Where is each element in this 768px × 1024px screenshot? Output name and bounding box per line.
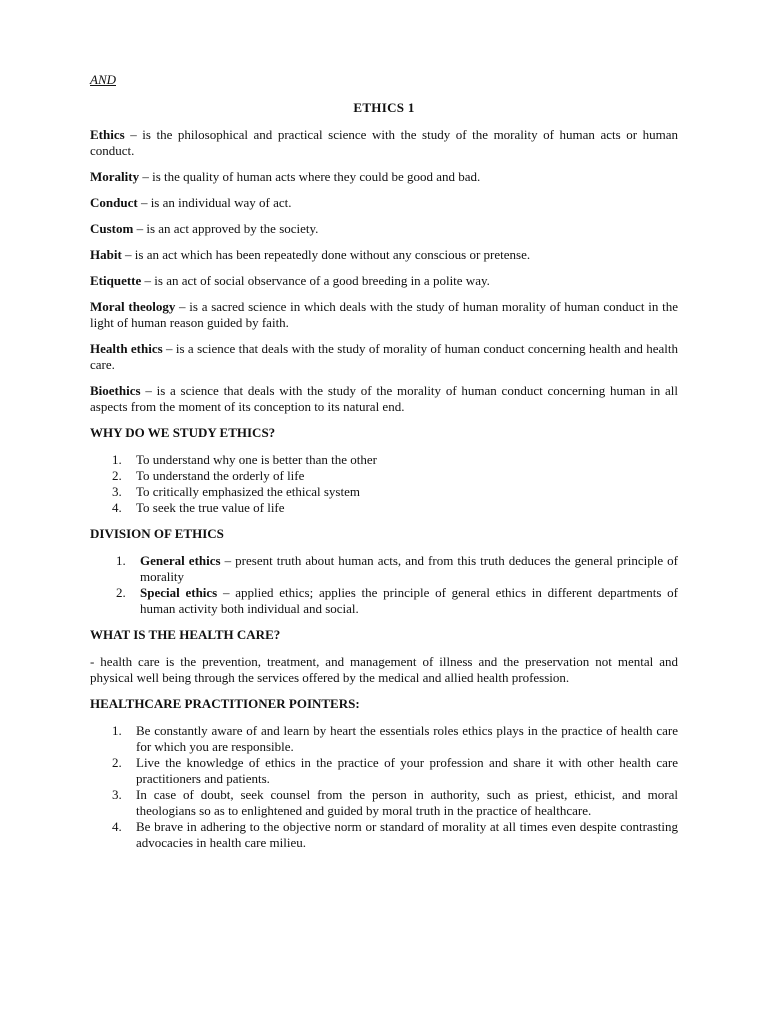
definition-term: Bioethics [90, 383, 141, 398]
definition-moral-theology [90, 299, 678, 331]
list-item [90, 585, 678, 617]
top-mark: AND [90, 72, 116, 87]
definition-text: – is an act which has been repeatedly done without any conscious or pretense. [121, 247, 531, 262]
list-text: To seek the true value of life [136, 500, 285, 515]
definition-habit [90, 247, 678, 263]
list-text: – applied ethics; applies the principle of general ethics in different departments of human activity both individual and social. [140, 585, 678, 616]
why-study-list [90, 452, 678, 516]
definition-text: – is an act of social observance of a good breeding in a polite way. [141, 273, 490, 288]
list-number: 2. [112, 755, 122, 770]
definition-term: Health ethics [90, 341, 163, 356]
list-text: Live the knowledge of ethics in the practice of your profession and share it with other health care practitioners and patients. [136, 755, 678, 786]
definition-term: Etiquette [90, 273, 142, 288]
definition-text: – is an act approved by the society. [133, 221, 319, 236]
health-care-text: - health care is the prevention, treatment, and management of illness and the preservation not mental and physical well being through the services offered by the medical and allied health profession. [90, 654, 678, 685]
list-item [90, 787, 678, 819]
list-item [90, 500, 678, 516]
list-text: Be brave in adhering to the objective norm or standard of morality at all times even despite contrasting advocacies in health care milieu. [136, 819, 678, 850]
definition-term: Ethics [90, 127, 125, 142]
division-term: General ethics [140, 553, 221, 568]
list-number: 1. [116, 553, 126, 568]
list-item [90, 484, 678, 500]
list-number: 2. [116, 585, 126, 600]
definition-text: – is a sacred science in which deals with the study of human morality of human conduct in the light of human reason guided by faith. [90, 299, 678, 330]
definition-term: Habit [90, 247, 122, 262]
definition-text: – is the quality of human acts where they could be good and bad. [139, 169, 481, 184]
list-number: 1. [112, 452, 122, 467]
definition-conduct [90, 195, 678, 211]
definition-term: Custom [90, 221, 134, 236]
definition-text: – is the philosophical and practical science with the study of the morality of human acts or human conduct. [90, 127, 678, 158]
definition-health-ethics [90, 341, 678, 373]
pointers-list [90, 723, 678, 851]
section-heading-division: DIVISION OF ETHICS [90, 526, 224, 541]
list-text: – present truth about human acts, and from this truth deduces the general principle of morality [140, 553, 678, 584]
list-number: 2. [112, 468, 122, 483]
list-text: In case of doubt, seek counsel from the person in authority, such as priest, ethicist, and moral theologians so as to enlightened and guided by moral truth in the practice of healthcare. [136, 787, 678, 818]
division-term: Special ethics [140, 585, 218, 600]
list-item [90, 723, 678, 755]
section-heading-health-care: WHAT IS THE HEALTH CARE? [90, 627, 281, 642]
definition-morality [90, 169, 678, 185]
list-item [90, 819, 678, 851]
list-item [90, 452, 678, 468]
list-number: 4. [112, 500, 122, 515]
definition-term: Morality [90, 169, 140, 184]
list-text: To understand the orderly of life [136, 468, 305, 483]
definition-text: – is a science that deals with the study of the morality of human conduct concerning human in all aspects from the moment of its conception to its natural end. [90, 383, 678, 414]
definition-ethics [90, 127, 678, 159]
list-item [90, 553, 678, 585]
list-number: 4. [112, 819, 122, 834]
page-title: ETHICS 1 [353, 100, 415, 115]
list-number: 3. [112, 787, 122, 802]
list-number: 3. [112, 484, 122, 499]
list-text: Be constantly aware of and learn by heart the essentials roles ethics plays in the practice of health care for which you are responsible. [136, 723, 678, 754]
list-item [90, 468, 678, 484]
definition-text: – is a science that deals with the study of morality of human conduct concerning health and health care. [90, 341, 678, 372]
definition-term: Moral theology [90, 299, 176, 314]
list-number: 1. [112, 723, 122, 738]
division-list [90, 553, 678, 617]
list-item [90, 755, 678, 787]
definition-custom [90, 221, 678, 237]
definition-term: Conduct [90, 195, 138, 210]
section-heading-why-study: WHY DO WE STUDY ETHICS? [90, 425, 276, 440]
definition-etiquette [90, 273, 678, 289]
list-text: To critically emphasized the ethical system [136, 484, 360, 499]
section-heading-pointers: HEALTHCARE PRACTITIONER POINTERS: [90, 696, 360, 711]
definition-bioethics [90, 383, 678, 415]
list-text: To understand why one is better than the other [136, 452, 377, 467]
definition-text: – is an individual way of act. [137, 195, 292, 210]
